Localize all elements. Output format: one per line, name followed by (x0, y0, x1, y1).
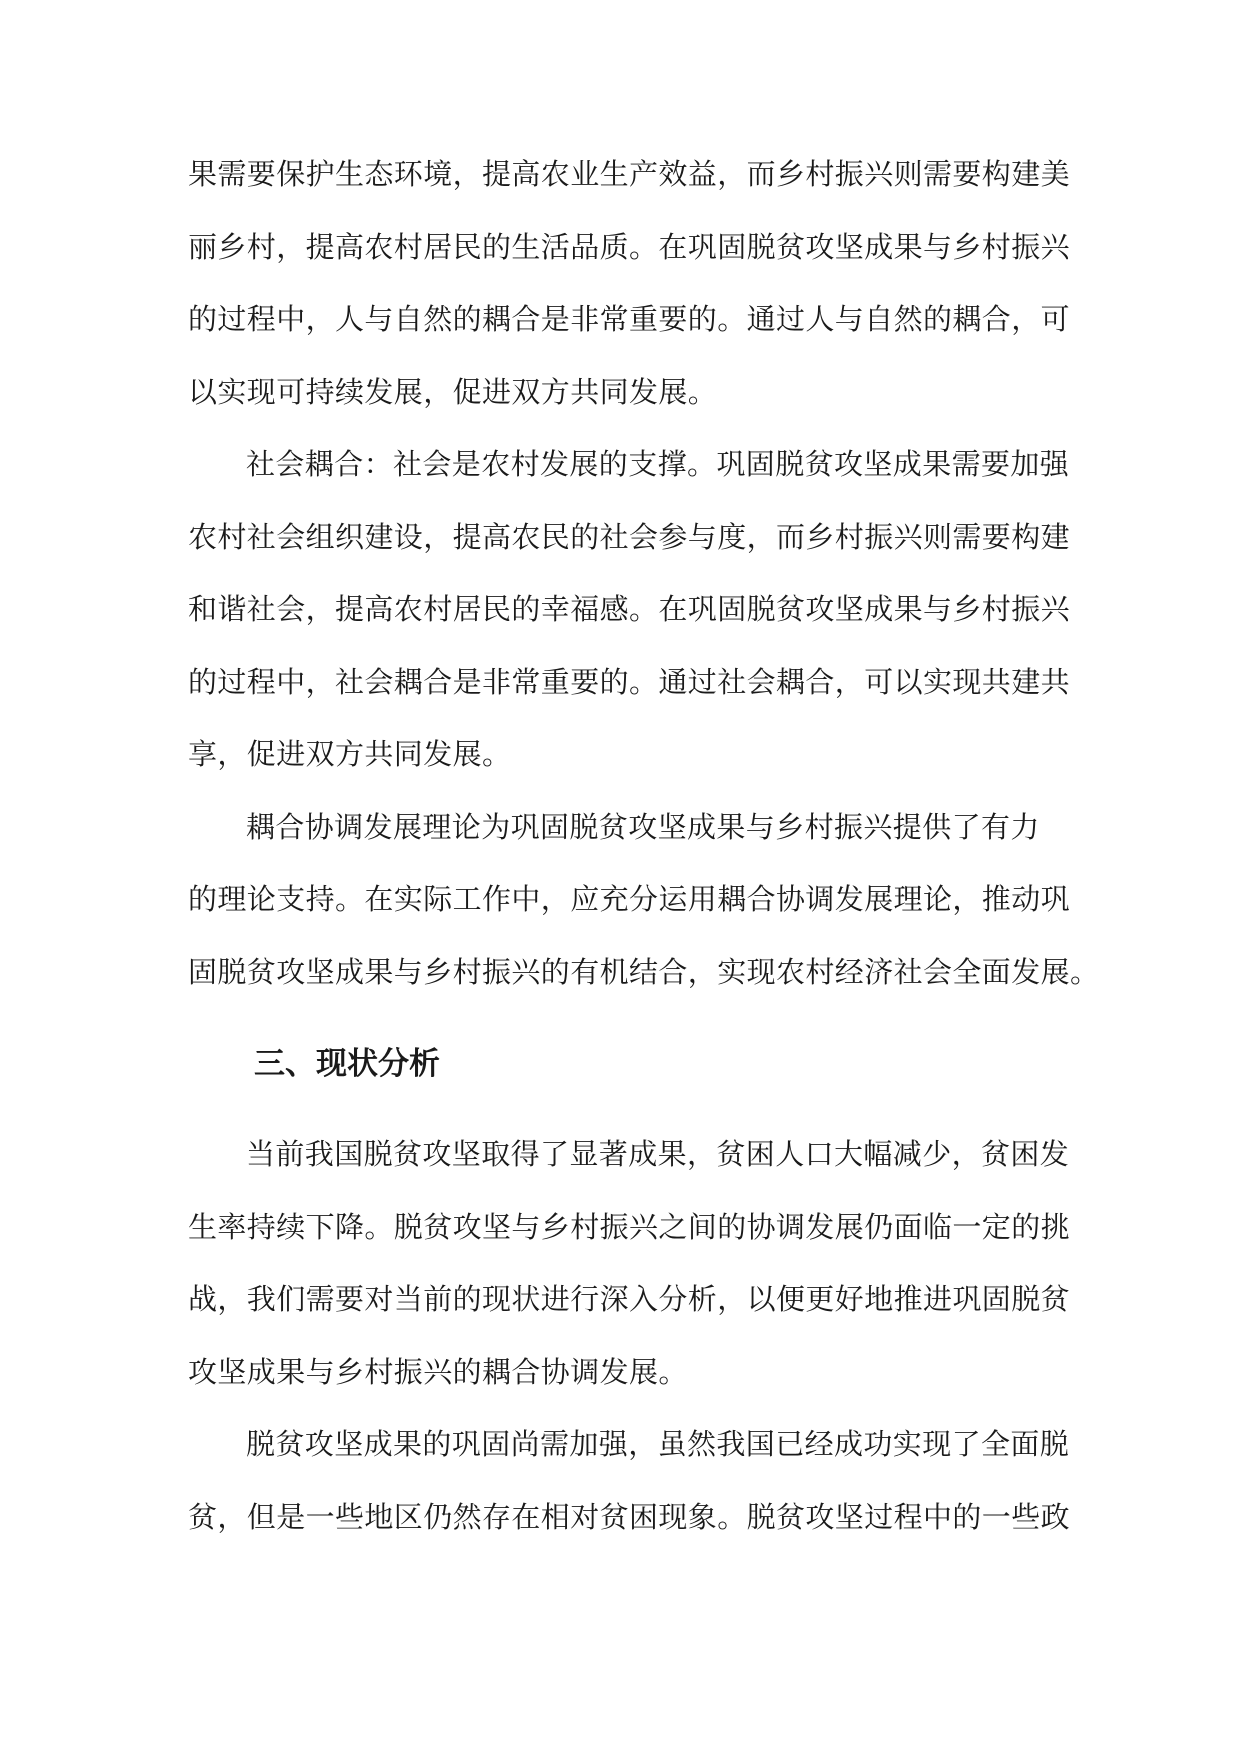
text-line: 生率持续下降。脱贫攻坚与乡村振兴之间的协调发展仍面临一定的挑 (188, 1209, 1071, 1244)
paragraph-coupling-theory (188, 791, 1100, 1009)
paragraph-consolidation (188, 1408, 1071, 1553)
document-page (188, 138, 1100, 1553)
section-heading: 三、现状分析 (254, 1046, 440, 1082)
text-line: 社会耦合：社会是农村发展的支撑。巩固脱贫攻坚成果需要加强 (246, 447, 1070, 481)
text-line: 果需要保护生态环境，提高农业生产效益，而乡村振兴则需要构建美 (188, 157, 1071, 191)
text-line: 脱贫攻坚成果的巩固尚需加强，虽然我国已经成功实现了全面脱 (246, 1427, 1070, 1461)
text-line: 耦合协调发展理论为巩固脱贫攻坚成果与乡村振兴提供了有力 (246, 809, 1040, 844)
text-line: 贫，但是一些地区仍然存在相对贫困现象。脱贫攻坚过程中的一些政 (188, 1499, 1071, 1534)
paragraph-social-coupling (188, 428, 1071, 791)
text-line: 享，促进双方共同发展。 (188, 737, 512, 771)
text-line: 和谐社会，提高农村居民的幸福感。在巩固脱贫攻坚成果与乡村振兴 (188, 592, 1071, 626)
text-line: 战，我们需要对当前的现状进行深入分析，以便更好地推进巩固脱贫 (188, 1282, 1071, 1316)
text-line: 的理论支持。在实际工作中，应充分运用耦合协调发展理论，推动巩 (188, 882, 1071, 916)
text-line: 攻坚成果与乡村振兴的耦合协调发展。 (188, 1354, 688, 1389)
text-line: 丽乡村，提高农村居民的生活品质。在巩固脱贫攻坚成果与乡村振兴 (188, 229, 1071, 264)
text-line: 农村社会组织建设，提高农民的社会参与度，而乡村振兴则需要构建 (188, 519, 1071, 554)
text-line: 以实现可持续发展，促进双方共同发展。 (188, 374, 718, 409)
text-line: 的过程中，社会耦合是非常重要的。通过社会耦合，可以实现共建共 (188, 664, 1071, 699)
paragraph-current-status (188, 1118, 1071, 1408)
text-line: 固脱贫攻坚成果与乡村振兴的有机结合，实现农村经济社会全面发展。 (188, 954, 1100, 989)
paragraph-human-nature-coupling (188, 138, 1071, 428)
text-line: 的过程中，人与自然的耦合是非常重要的。通过人与自然的耦合，可 (188, 302, 1071, 336)
text-line: 当前我国脱贫攻坚取得了显著成果，贫困人口大幅减少，贫困发 (246, 1137, 1070, 1171)
